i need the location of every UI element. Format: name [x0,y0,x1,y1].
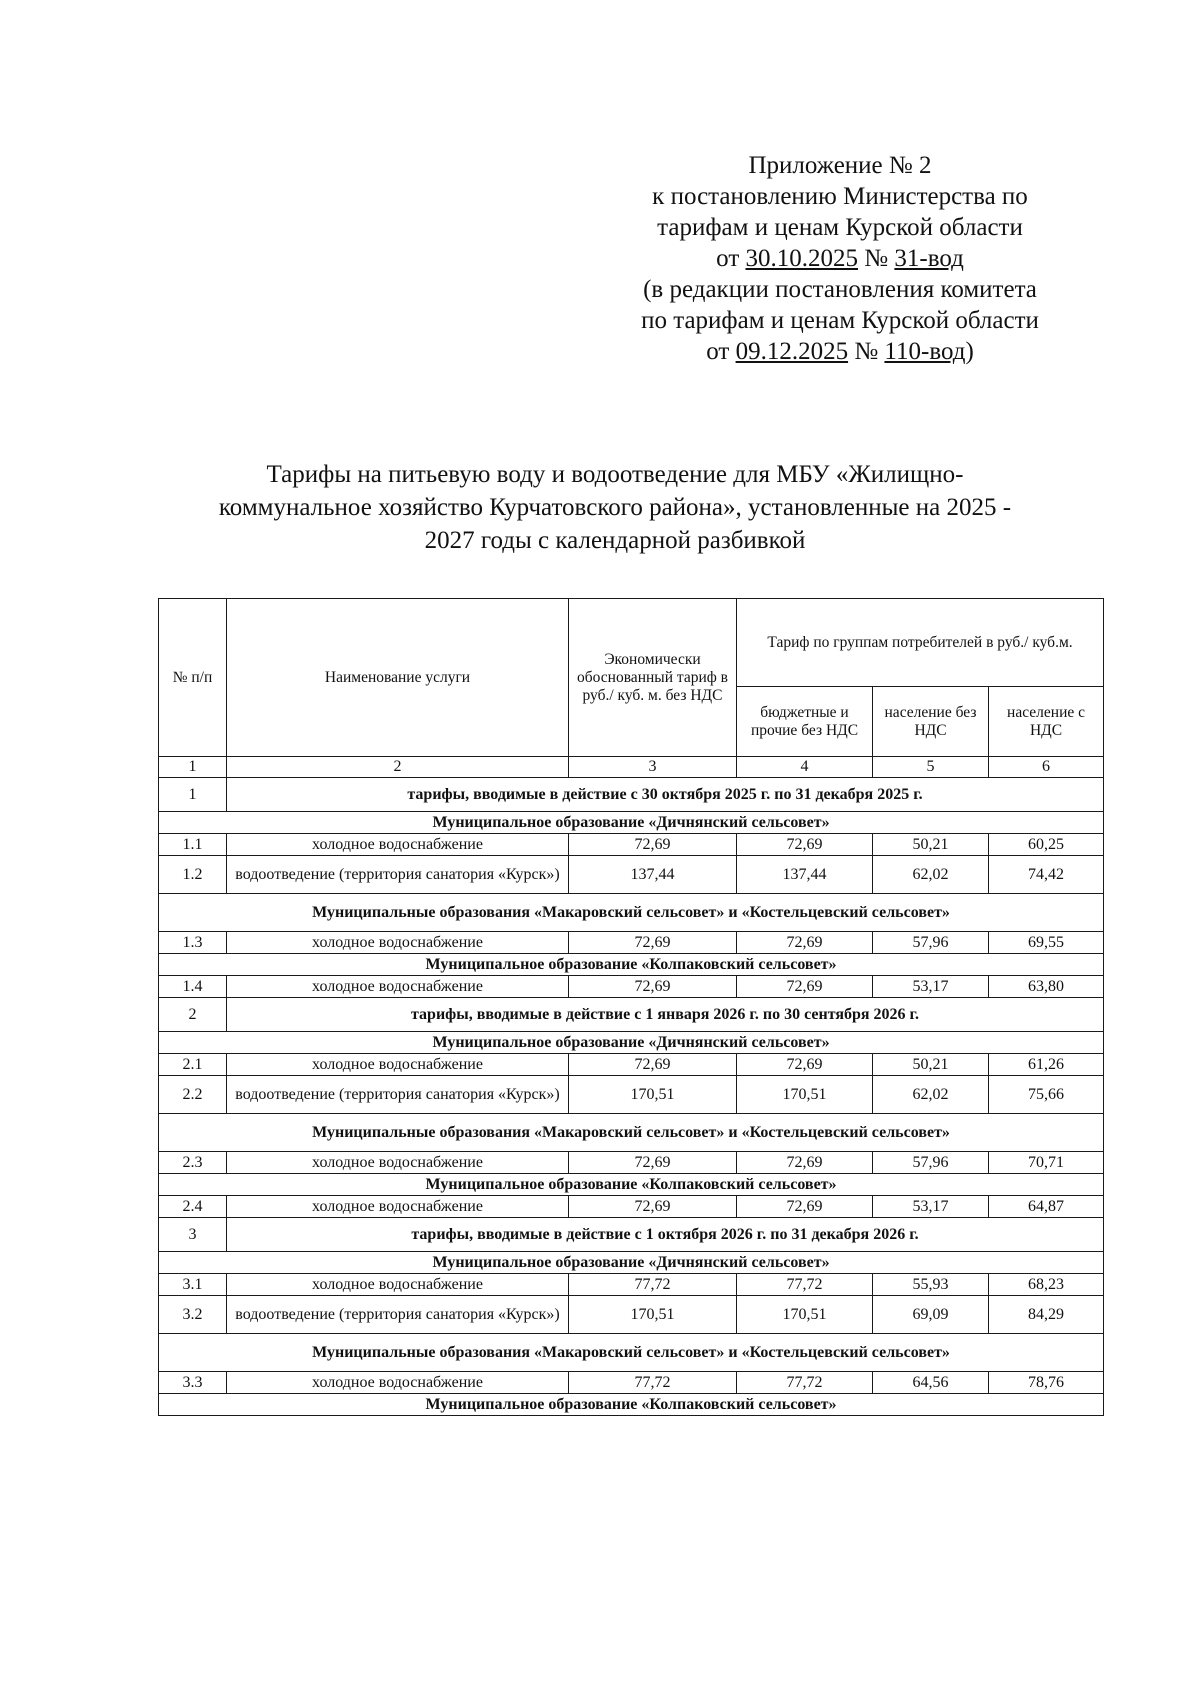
population-tariff: 57,96 [873,1152,989,1174]
row-number: 1.2 [159,856,227,894]
appendix-text: от [716,245,746,272]
header-group: Тариф по группам потребителей в руб./ куб.м. [737,599,1104,687]
budget-tariff: 72,69 [737,1196,873,1218]
municipality-name: Муниципальные образования «Макаровский сельсовет» и «Костельцевский сельсовет» [159,1114,1104,1152]
econ-tariff: 170,51 [569,1296,737,1334]
econ-tariff: 72,69 [569,932,737,954]
econ-tariff: 77,72 [569,1274,737,1296]
decree-date: 30.10.2025 [745,245,859,272]
population-tariff: 62,02 [873,856,989,894]
table-row [159,1372,1104,1394]
budget-tariff: 77,72 [737,1372,873,1394]
budget-tariff: 72,69 [737,976,873,998]
population-tariff: 57,96 [873,932,989,954]
appendix-line: (в редакции постановления комитета [643,276,1037,303]
population-tariff: 55,93 [873,1274,989,1296]
row-number: 3.2 [159,1296,227,1334]
amend-number: 110-вод [884,338,966,365]
population-tariff: 50,21 [873,1054,989,1076]
service-name: холодное водоснабжение [227,1274,569,1296]
budget-tariff: 72,69 [737,932,873,954]
row-number: 2.1 [159,1054,227,1076]
service-name: холодное водоснабжение [227,834,569,856]
municipality-row [159,1032,1104,1054]
service-name: холодное водоснабжение [227,1054,569,1076]
population-tariff: 50,21 [873,834,989,856]
population-vat-tariff: 68,23 [989,1274,1104,1296]
municipality-row [159,894,1104,932]
table-row [159,1296,1104,1334]
econ-tariff: 170,51 [569,1076,737,1114]
municipality-row [159,1252,1104,1274]
population-vat-tariff: 84,29 [989,1296,1104,1334]
table-row [159,976,1104,998]
table-row [159,1196,1104,1218]
municipality-name: Муниципальные образования «Макаровский сельсовет» и «Костельцевский сельсовет» [159,894,1104,932]
tariff-table-body [159,599,1104,1416]
period-row [159,998,1104,1032]
population-tariff: 62,02 [873,1076,989,1114]
budget-tariff: 170,51 [737,1296,873,1334]
budget-tariff: 137,44 [737,856,873,894]
population-vat-tariff: 70,71 [989,1152,1104,1174]
tariff-table [158,598,1104,1416]
header-econ: Экономически обоснованный тариф в руб./ куб. м. без НДС [569,599,737,757]
population-vat-tariff: 60,25 [989,834,1104,856]
appendix-header [600,150,1080,367]
header-row [159,599,1104,687]
municipality-row [159,1114,1104,1152]
appendix-text: ) [965,338,974,365]
table-row [159,856,1104,894]
period-row [159,778,1104,812]
population-vat-tariff: 61,26 [989,1054,1104,1076]
table-row [159,932,1104,954]
municipality-row [159,954,1104,976]
population-vat-tariff: 69,55 [989,932,1104,954]
appendix-amend-line [600,336,1080,367]
header-num: № п/п [159,599,227,757]
period-title: тарифы, вводимые в действие с 1 января 2026 г. по 30 сентября 2026 г. [227,998,1104,1032]
municipality-name: Муниципальное образование «Дичнянский сельсовет» [159,1252,1104,1274]
row-number: 3.3 [159,1372,227,1394]
service-name: холодное водоснабжение [227,932,569,954]
column-numbers-row [159,757,1104,778]
econ-tariff: 72,69 [569,1152,737,1174]
title-line: коммунальное хозяйство Курчатовского района», установленные на 2025 - [218,494,1012,521]
econ-tariff: 72,69 [569,1196,737,1218]
econ-tariff: 77,72 [569,1372,737,1394]
population-tariff: 64,56 [873,1372,989,1394]
appendix-decree-line [600,243,1080,274]
col-number: 5 [873,757,989,778]
row-number: 2.2 [159,1076,227,1114]
appendix-line: Приложение № 2 [748,152,932,179]
table-row [159,1054,1104,1076]
title-line: 2027 годы с календарной разбивкой [424,527,806,554]
period-number: 3 [159,1218,227,1252]
row-number: 2.3 [159,1152,227,1174]
population-vat-tariff: 78,76 [989,1372,1104,1394]
service-name: водоотведение (территория санатория «Курск») [227,856,569,894]
row-number: 2.4 [159,1196,227,1218]
row-number: 3.1 [159,1274,227,1296]
municipality-name: Муниципальное образование «Колпаковский сельсовет» [159,1174,1104,1196]
col-number: 3 [569,757,737,778]
col-number: 1 [159,757,227,778]
period-number: 2 [159,998,227,1032]
service-name: водоотведение (территория санатория «Курск») [227,1296,569,1334]
table-row [159,1076,1104,1114]
econ-tariff: 137,44 [569,856,737,894]
appendix-line: тарифам и ценам Курской области [657,214,1023,241]
col-number: 4 [737,757,873,778]
period-number: 1 [159,778,227,812]
service-name: холодное водоснабжение [227,1152,569,1174]
decree-number: 31-вод [894,245,964,272]
period-title: тарифы, вводимые в действие с 30 октября 2025 г. по 31 декабря 2025 г. [227,778,1104,812]
appendix-text: № [858,245,895,272]
appendix-text: от [706,338,736,365]
municipality-name: Муниципальное образование «Дичнянский сельсовет» [159,812,1104,834]
population-vat-tariff: 75,66 [989,1076,1104,1114]
population-vat-tariff: 74,42 [989,856,1104,894]
table-row [159,1152,1104,1174]
municipality-name: Муниципальное образование «Дичнянский сельсовет» [159,1032,1104,1054]
service-name: холодное водоснабжение [227,1196,569,1218]
municipality-name: Муниципальные образования «Макаровский сельсовет» и «Костельцевский сельсовет» [159,1334,1104,1372]
header-pop-no-vat: население без НДС [873,687,989,757]
municipality-row [159,1334,1104,1372]
period-title: тарифы, вводимые в действие с 1 октября 2026 г. по 31 декабря 2026 г. [227,1218,1104,1252]
table-row [159,834,1104,856]
population-tariff: 53,17 [873,976,989,998]
population-vat-tariff: 63,80 [989,976,1104,998]
row-number: 1.3 [159,932,227,954]
col-number: 2 [227,757,569,778]
service-name: водоотведение (территория санатория «Курск») [227,1076,569,1114]
municipality-name: Муниципальное образование «Колпаковский сельсовет» [159,954,1104,976]
header-name: Наименование услуги [227,599,569,757]
document-title [150,458,1080,557]
municipality-name: Муниципальное образование «Колпаковский сельсовет» [159,1394,1104,1416]
row-number: 1.4 [159,976,227,998]
population-vat-tariff: 64,87 [989,1196,1104,1218]
table-row [159,1274,1104,1296]
budget-tariff: 72,69 [737,1054,873,1076]
appendix-line: к постановлению Министерства по [652,183,1028,210]
service-name: холодное водоснабжение [227,976,569,998]
appendix-text: № [848,338,885,365]
population-tariff: 53,17 [873,1196,989,1218]
col-number: 6 [989,757,1104,778]
municipality-row [159,1394,1104,1416]
econ-tariff: 72,69 [569,976,737,998]
appendix-line: по тарифам и ценам Курской области [641,307,1039,334]
amend-date: 09.12.2025 [735,338,849,365]
municipality-row [159,812,1104,834]
header-budget: бюджетные и прочие без НДС [737,687,873,757]
budget-tariff: 72,69 [737,1152,873,1174]
row-number: 1.1 [159,834,227,856]
population-tariff: 69,09 [873,1296,989,1334]
budget-tariff: 170,51 [737,1076,873,1114]
econ-tariff: 72,69 [569,1054,737,1076]
header-pop-vat: население с НДС [989,687,1104,757]
budget-tariff: 72,69 [737,834,873,856]
title-line: Тарифы на питьевую воду и водоотведение для МБУ «Жилищно- [266,461,964,488]
period-row [159,1218,1104,1252]
municipality-row [159,1174,1104,1196]
service-name: холодное водоснабжение [227,1372,569,1394]
budget-tariff: 77,72 [737,1274,873,1296]
econ-tariff: 72,69 [569,834,737,856]
